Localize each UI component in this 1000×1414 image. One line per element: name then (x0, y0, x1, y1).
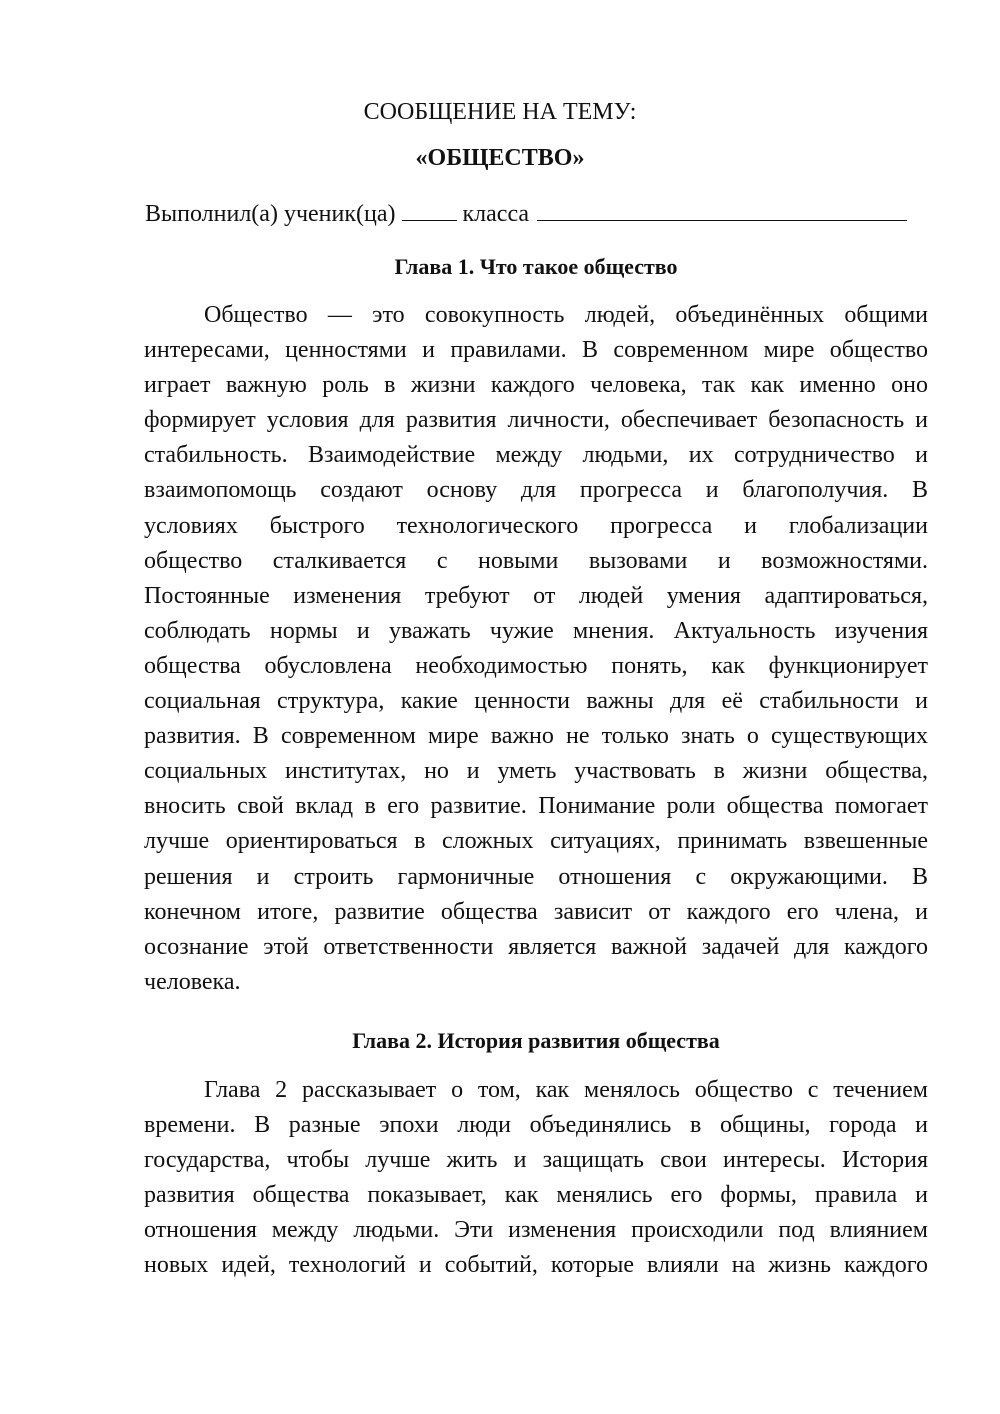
author-name-blank (537, 198, 907, 221)
author-class-label: класса (462, 201, 530, 227)
paragraph-line: новых идей, технологий и событий, которые влияли на жизнь каждого (144, 1252, 928, 1279)
paragraph-line: социальная структура, какие ценности важны для её стабильности и (144, 688, 928, 715)
paragraph-line: вносить свой вклад в его развитие. Понимание роли общества помогает (144, 793, 928, 820)
paragraph-line: отношения между людьми. Эти изменения происходили под влиянием (144, 1217, 928, 1244)
paragraph-line: решения и строить гармоничные отношения с окружающими. В (144, 863, 928, 890)
paragraph-line: общества обусловлена необходимостью понять, как функционирует (144, 652, 928, 679)
class-number-blank (402, 198, 457, 221)
paragraph-line: Глава 2 рассказывает о том, как менялось общество с течением (204, 1077, 928, 1103)
paragraph-line: стабильность. Взаимодействие между людьми, их сотрудничество и (144, 442, 928, 469)
chapter1-heading: Глава 1. Что такое общество (394, 254, 678, 279)
paragraph-line: человека. (144, 968, 241, 995)
paragraph-line: развития общества показывает, как менялись его формы, правила и (144, 1182, 928, 1209)
paragraph-line: Общество — это совокупность людей, объединённых общими (204, 302, 928, 328)
paragraph-line: Постоянные изменения требуют от людей умения адаптироваться, (144, 582, 928, 609)
paragraph-line: развития. В современном мире важно не только знать о существующих (144, 723, 928, 750)
paragraph-line: взаимопомощь создают основу для прогресса и благополучия. В (144, 477, 928, 504)
chapter2-paragraph (144, 1073, 928, 1284)
paragraph-line: государства, чтобы лучше жить и защищать свои интересы. История (144, 1147, 928, 1174)
document-title-line1: СООБЩЕНИЕ НА ТЕМУ: (363, 99, 637, 125)
author-prefix: Выполнил(а) ученик(ца) (145, 201, 396, 227)
paragraph-line: конечном итоге, развитие общества зависит от каждого его члена, и (144, 898, 928, 925)
paragraph-line: играет важную роль в жизни каждого человека, так как именно оно (144, 372, 928, 399)
paragraph-line: лучше ориентироваться в сложных ситуациях, принимать взвешенные (144, 828, 928, 855)
paragraph-line: осознание этой ответственности является важной задачей для каждого (144, 933, 928, 960)
paragraph-line: соблюдать нормы и уважать чужие мнения. Актуальность изучения (144, 617, 928, 644)
paragraph-line: формирует условия для развития личности, обеспечивает безопасность и (144, 407, 928, 434)
chapter2-heading: Глава 2. История развития общества (352, 1028, 720, 1053)
paragraph-line: времени. В разные эпохи люди объединялись в общины, города и (144, 1112, 928, 1139)
author-line (145, 198, 935, 229)
document-title-topic: «ОБЩЕСТВО» (415, 145, 585, 171)
paragraph-line: общество сталкивается с новыми вызовами и возможностями. (144, 547, 928, 574)
chapter1-paragraph (144, 298, 928, 1000)
paragraph-line: интересами, ценностями и правилами. В современном мире общество (144, 337, 928, 364)
paragraph-line: социальных институтах, но и уметь участвовать в жизни общества, (144, 758, 928, 785)
paragraph-line: условиях быстрого технологического прогресса и глобализации (144, 512, 928, 539)
